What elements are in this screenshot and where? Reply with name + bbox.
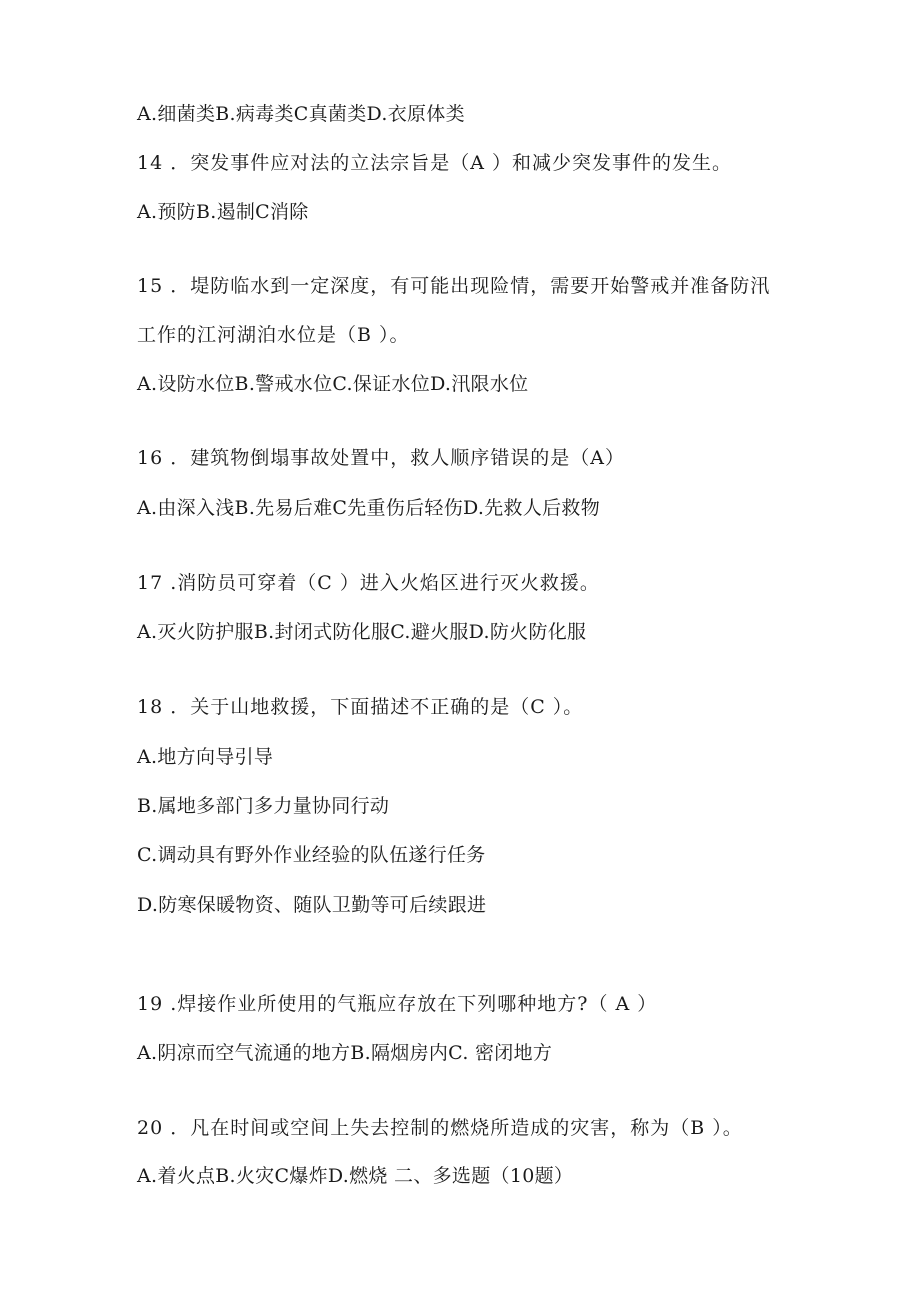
q18-option-b: B.属地多部门多力量协同行动	[137, 795, 390, 817]
q17-options: A.灭火防护服B.封闭式防化服C.避火服D.防火防化服	[137, 621, 587, 643]
q17-question: 17 .消防员可穿着（C ）进入火焰区进行灭火救援。	[137, 572, 600, 594]
q16-options: A.由深入浅B.先易后难C先重伤后轻伤D.先救人后救物	[137, 497, 600, 519]
q18-option-a: A.地方向导引导	[137, 746, 274, 768]
q13-options: A.细菌类B.病毒类C真菌类D.衣原体类	[137, 103, 465, 125]
q18-option-c: C.调动具有野外作业经验的队伍遂行任务	[137, 844, 486, 866]
q16-question: 16 ．建筑物倒塌事故处置中，救人顺序错误的是（A）	[137, 447, 625, 469]
q18-option-d: D.防寒保暖物资、随队卫勤等可后续跟进	[137, 894, 487, 916]
q19-options: A.阴凉而空气流通的地方B.隔烟房内C. 密闭地方	[137, 1042, 553, 1064]
q18-question: 18 ．关于山地救援，下面描述不正确的是（C ）。	[137, 696, 584, 718]
q19-question: 19 .焊接作业所使用的气瓶应存放在下列哪种地方?（ A ）	[137, 993, 658, 1015]
q15-question-line2: 工作的江河湖泊水位是（B ）。	[137, 324, 410, 346]
q14-options: A.预防B.遏制C消除	[137, 201, 309, 223]
q20-question: 20 ．凡在时间或空间上失去控制的燃烧所造成的灾害，称为（B ）。	[137, 1117, 743, 1139]
q14-question: 14 ．突发事件应对法的立法宗旨是（A ）和减少突发事件的发生。	[137, 152, 732, 174]
q15-question-line1: 15 ．堤防临水到一定深度，有可能出现险情，需要开始警戒并准备防汛	[137, 275, 771, 297]
q20-options-and-section-heading: A.着火点B.火灾C爆炸D.燃烧 二、多选题（10题）	[137, 1165, 574, 1187]
q15-options: A.设防水位B.警戒水位C.保证水位D.汛限水位	[137, 373, 529, 395]
